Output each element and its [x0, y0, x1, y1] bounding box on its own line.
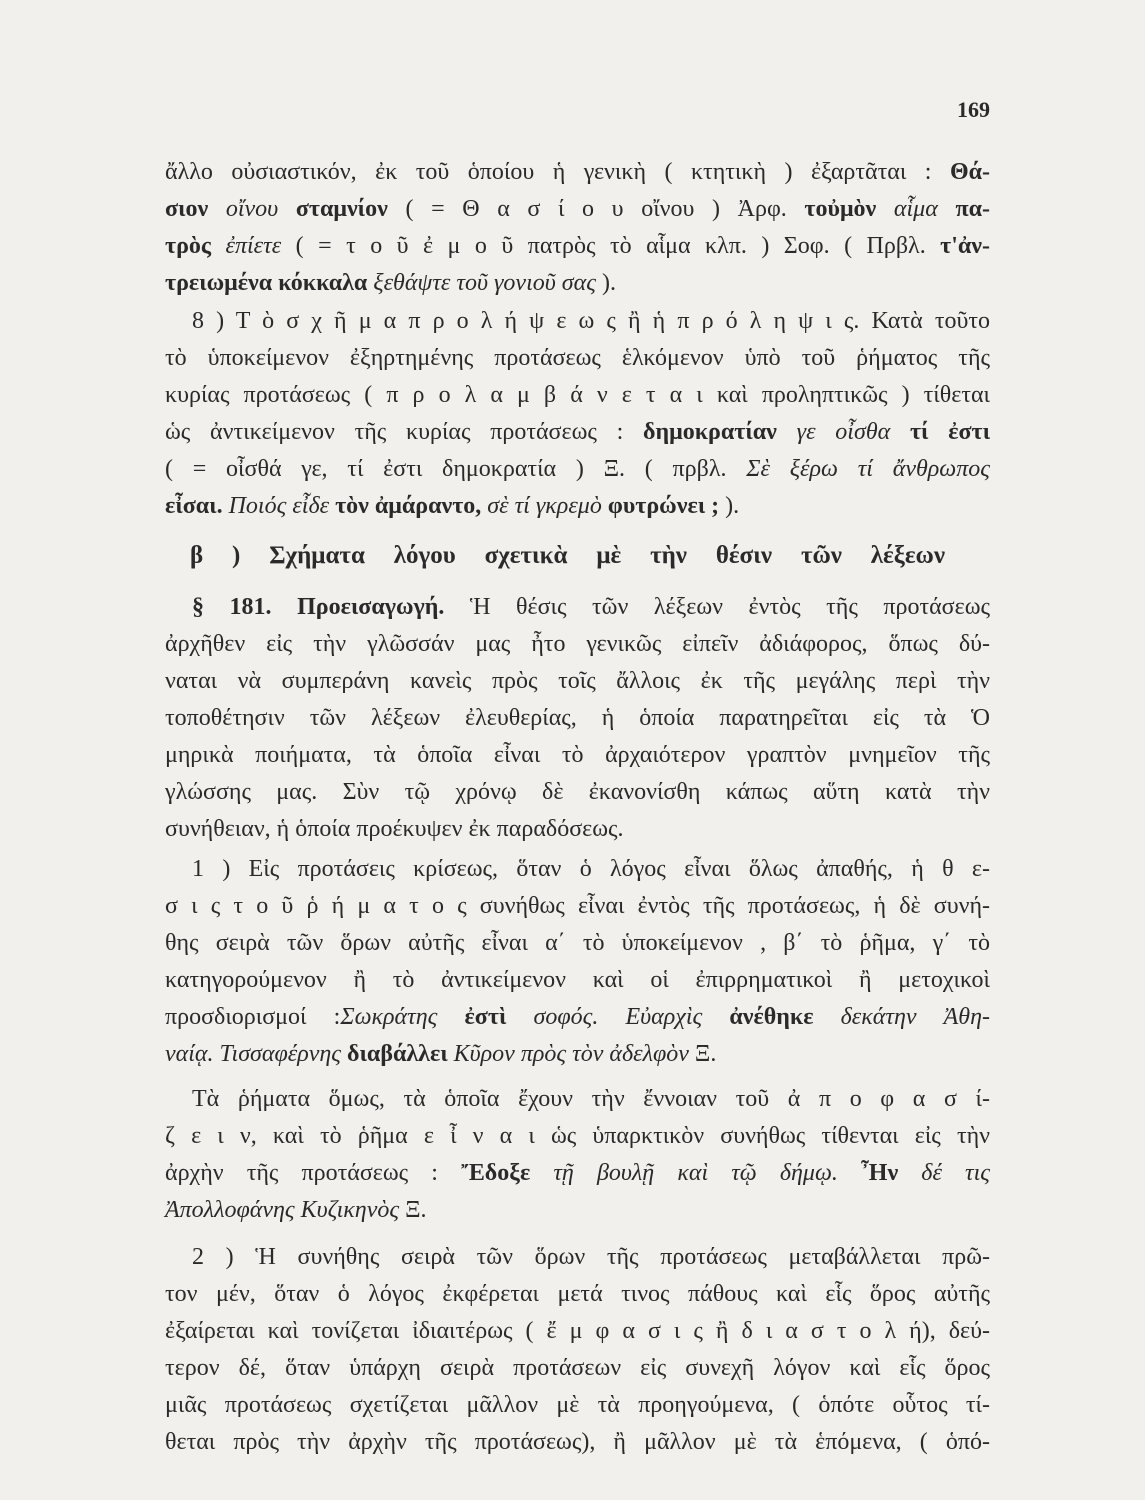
paragraph-prolepsis	[165, 303, 990, 525]
text-line	[165, 451, 990, 488]
italic-text: σοφός. Εὐαρχὶς	[533, 1004, 730, 1030]
bold-text: σταμνίον	[295, 196, 406, 222]
bold-text: εἶσαι.	[165, 493, 229, 519]
text: ( = τ ο ῦ ἐ μ ο ῦ πατρὸς τὸ αἷμα κλπ. ) Σοφ. ( Πρβλ.	[295, 233, 941, 259]
text-line	[165, 377, 990, 414]
bold-text: Ἔδοξε	[461, 1160, 554, 1186]
text: ).	[725, 493, 740, 519]
text: ὡς ἀντικείμενον τῆς κυρίας προτάσεως :	[165, 419, 644, 445]
bold-text: ἀνέθηκε	[729, 1004, 841, 1030]
text: προσδιορισμοί :	[165, 1004, 341, 1030]
italic-text: αἷμα	[893, 196, 956, 222]
text-line	[165, 228, 990, 265]
text-line	[165, 265, 990, 302]
italic-text: σὲ τί γκρεμὸ	[487, 493, 608, 519]
text: μιᾶς προτάσεως σχετίζεται μᾶλλον μὲ τὰ προηγούμενα, ( ὁπότε οὗτος τί-	[165, 1392, 990, 1418]
text: 8 ) Τ ὸ σ χ ῆ μ α π ρ ο λ ή ψ ε ω ς ἢ ἡ π ρ ό λ η ψ ι ς. Κατὰ τοῦτο	[192, 308, 990, 334]
text-line	[165, 811, 990, 848]
text: τερον δέ, ὅταν ὑπάρχη σειρὰ προτάσεων εἰς συνεχῆ λόγον καὶ εἷς ὅρος	[165, 1355, 990, 1381]
text: θεται πρὸς τὴν ἀρχὴν τῆς προτάσεως), ἢ μᾶλλον μὲ τὰ ἑπόμενα, ( ὁπό-	[165, 1429, 990, 1455]
text: ( = οἶσθά γε, τί ἐστι δημοκρατία ) Ξ. ( πρβλ.	[165, 456, 747, 482]
text: ἐξαίρεται καὶ τονίζεται ἰδιαιτέρως ( ἔ μ φ α σ ι ς ἢ δ ι α σ τ ο λ ή), δεύ-	[165, 1318, 990, 1344]
text-line	[165, 589, 990, 626]
text: ἀρχὴν τῆς προτάσεως :	[165, 1160, 462, 1186]
text: τοποθέτησιν τῶν λέξεων ἐλευθερίας, ἡ ὁποία παρατηρεῖται εἰς τὰ Ὁ	[165, 705, 990, 731]
text-line	[165, 1239, 990, 1276]
text-line	[165, 851, 990, 888]
text: 1 ) Εἰς προτάσεις κρίσεως, ὅταν ὁ λόγος εἶναι ὅλως ἀπαθής, ἡ θ ε-	[192, 856, 990, 882]
text-line	[165, 414, 990, 451]
bold-text: Ἦν	[861, 1160, 922, 1186]
italic-text: γε οἶσθα	[796, 419, 910, 445]
text: Ξ.	[405, 1197, 427, 1223]
text-line	[165, 700, 990, 737]
bold-text: ἐστὶ	[464, 1004, 534, 1030]
text: Ξ.	[694, 1041, 717, 1067]
text-line	[165, 191, 990, 228]
paragraph-genitive-continuation	[165, 154, 990, 302]
text-line	[165, 1424, 990, 1461]
text-line	[165, 340, 990, 377]
text-line	[165, 488, 990, 525]
italic-text: τῇ βουλῇ καὶ τῷ δήμῳ.	[553, 1160, 862, 1186]
text: ἀρχῆθεν εἰς τὴν γλῶσσάν μας ἦτο γενικῶς εἰπεῖν ἀδιάφορος, ὅπως δύ-	[165, 631, 990, 657]
bold-text: διαβάλλει	[347, 1041, 454, 1067]
bold-text: πα-	[955, 196, 990, 222]
text-line	[165, 626, 990, 663]
italic-text: ἐπίετε	[225, 233, 296, 259]
paragraph-word-order-change	[165, 1239, 990, 1461]
text-line	[165, 154, 990, 191]
bold-text: τ'ἀν-	[940, 233, 991, 259]
text-line	[165, 774, 990, 811]
text-line	[165, 888, 990, 925]
text-line	[165, 1387, 990, 1424]
page-number: 169	[957, 97, 990, 122]
italic-text: Ἀπολλοφάνης Κυζικηνὸς	[165, 1197, 406, 1223]
paragraph-judgment-sentences	[165, 851, 990, 1073]
text: συνήθειαν, ἡ ὁποία προέκυψεν ἐκ παραδόσεως.	[165, 816, 624, 842]
bold-text: φυτρώνει ;	[607, 493, 726, 519]
bold-text: δημοκρατίαν	[643, 419, 797, 445]
text: σ ι ς τ ο ῦ ῥ ή μ α τ ο ς συνήθως εἶναι ἐντὸς τῆς προτάσεως, ἡ δὲ συνή-	[165, 893, 990, 919]
bold-text: Θά-	[949, 159, 990, 185]
text: ναται νὰ συμπεράνη κανεὶς πρὸς τοῖς ἄλλοις ἐκ τῆς μεγάλης περὶ τὴν	[165, 668, 990, 694]
paragraph-verbs-of-deciding	[165, 1081, 990, 1229]
text-line	[165, 962, 990, 999]
text: ἄλλο οὐσιαστικόν, ἐκ τοῦ ὁποίου ἡ γενικὴ ( κτητικὴ ) ἐξαρτᾶται :	[165, 159, 950, 185]
text: ( = Θ α σ ί ο υ οἴνου ) Ἀρφ.	[405, 196, 805, 222]
italic-text: ξεθάψτε τοῦ γονιοῦ σας	[373, 270, 602, 296]
text: μηρικὰ ποιήματα, τὰ ὁποῖα εἶναι τὸ ἀρχαιότερον γραπτὸν μνημεῖον τῆς	[165, 742, 990, 768]
text-line	[165, 1192, 990, 1229]
text: 2 ) Ἡ συνήθης σειρὰ τῶν ὅρων τῆς προτάσεως μεταβάλλεται πρῶ-	[192, 1244, 990, 1270]
text-line	[165, 1350, 990, 1387]
text: Ἡ θέσις τῶν λέξεων ἐντὸς τῆς προτάσεως	[469, 594, 990, 620]
bold-text: τρὸς	[165, 233, 226, 259]
text-line	[165, 999, 990, 1036]
section-heading: β ) Σχήματα λόγου σχετικὰ μὲ τὴν θέσιν τῶν λέξεων	[190, 542, 945, 569]
bold-text: σιον	[165, 196, 226, 222]
italic-text: Σὲ ξέρω τί ἄνθρωπος	[746, 456, 990, 482]
italic-text: δεκάτην Ἀθη-	[840, 1004, 990, 1030]
text: τον μέν, ὅταν ὁ λόγος ἐκφέρεται μετά τινος πάθους καὶ εἷς ὅρος αὐτῆς	[165, 1281, 990, 1307]
text-line	[165, 663, 990, 700]
bold-text: τοὐμὸν	[804, 196, 894, 222]
text: θης σειρὰ τῶν ὅρων αὐτῆς εἶναι α΄ τὸ ὑποκείμενον , β΄ τὸ ῥῆμα, γ΄ τὸ	[165, 930, 990, 956]
text-line	[165, 1081, 990, 1118]
text-line	[165, 1036, 990, 1073]
text: Τὰ ῥήματα ὅμως, τὰ ὁποῖα ἔχουν τὴν ἔννοιαν τοῦ ἀ π ο φ α σ ί-	[192, 1086, 990, 1112]
text-line	[165, 1155, 990, 1192]
bold-text: τὸν ἀμάραντο,	[335, 493, 488, 519]
text: γλώσσης μας. Σὺν τῷ χρόνῳ δὲ ἐκανονίσθη κάπως αὕτη κατὰ τὴν	[165, 779, 990, 805]
italic-text: οἴνου	[225, 196, 296, 222]
italic-text: ναίᾳ. Τισσαφέρνης	[165, 1041, 348, 1067]
italic-text: δέ τις	[921, 1160, 991, 1186]
text: τὸ ὑποκείμενον ἐξηρτημένης προτάσεως ἑλκόμενον ὑπὸ τοῦ ῥήματος τῆς	[165, 345, 990, 371]
text: ).	[601, 270, 616, 296]
text-line	[165, 1118, 990, 1155]
text-line	[165, 925, 990, 962]
text: κυρίας προτάσεως ( π ρ ο λ α μ β ά ν ε τ α ι καὶ προληπτικῶς ) τίθεται	[165, 382, 990, 408]
text: ζ ε ι ν, καὶ τὸ ῥῆμα ε ἶ ν α ι ὡς ὑπαρκτικὸν συνήθως τίθενται εἰς τὴν	[165, 1123, 990, 1149]
italic-text: Ποιός εἶδε	[228, 493, 336, 519]
bold-text: τρειωμένα κόκκαλα	[165, 270, 374, 296]
text-line	[165, 303, 990, 340]
italic-text: Σωκράτης	[340, 1004, 465, 1030]
text: κατηγορούμενον ἢ τὸ ἀντικείμενον καὶ οἱ ἐπιρρηματικοὶ ἢ μετοχικοὶ	[165, 967, 990, 993]
bold-text: § 181. Προεισαγωγή.	[192, 594, 470, 620]
text-line	[165, 1313, 990, 1350]
paragraph-181-introduction	[165, 589, 990, 848]
text-line	[165, 1276, 990, 1313]
text-line	[165, 737, 990, 774]
italic-text: Κῦρον πρὸς τὸν ἀδελφὸν	[453, 1041, 695, 1067]
bold-text: τί ἐστι	[909, 419, 991, 445]
